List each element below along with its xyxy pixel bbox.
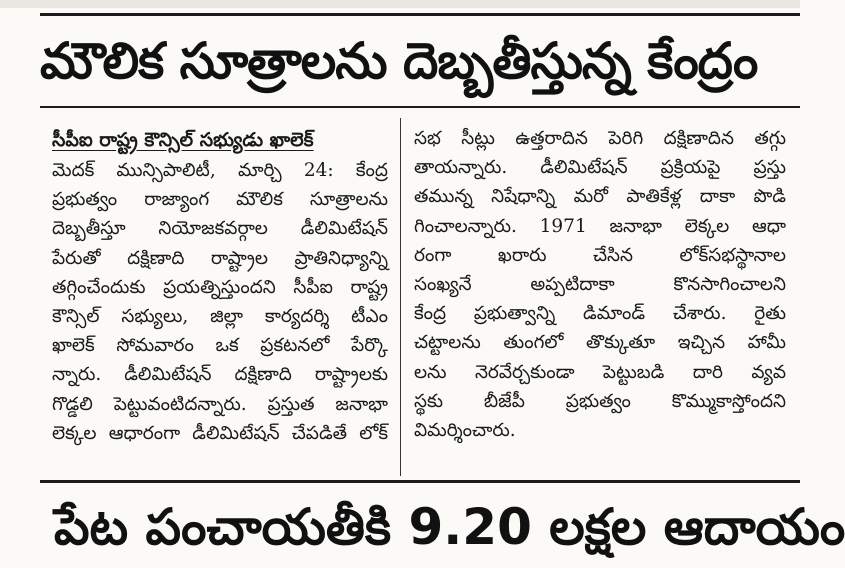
- body-line: స్థకు బీజేపీ ప్రభుత్వం కొమ్ముకాస్తోందని: [414, 390, 786, 412]
- body-line: ప్రభుత్వం రాజ్యాంగ మౌలిక సూత్రాలను: [52, 189, 388, 211]
- body-line: విమర్శించారు.: [414, 419, 516, 441]
- body-line: రంగా ఖరారు చేసిన లోక్‌సభస్థానాల: [414, 244, 786, 266]
- page-top-strip: [0, 0, 800, 8]
- next-article-headline: పేట పంచాయతీకి 9.20 లక్షల ఆదాయం: [54, 498, 845, 556]
- body-line: సభ సీట్లు ఉత్తరాదిన పెరిగి దక్షిణాదిన తగ్గు: [414, 128, 786, 149]
- body-line: గించాలన్నారు. 1971 జనాభా లెక్కల ఆధా: [414, 215, 786, 237]
- body-line: లెక్కల ఆధారంగా డీలిమిటేషన్ చేపడితే లోక్: [52, 422, 388, 444]
- headline: మౌలిక సూత్రాలను దెబ్బతీస్తున్న కేంద్రం: [40, 32, 758, 90]
- body-line: తాయన్నారు. డీలిమిటేషన్ ప్రక్రియపై ప్రస్తు: [414, 157, 786, 179]
- body-line: సంఖ్యనే అప్పటిదాకా కొనసాగించాలని: [414, 273, 786, 295]
- body-line: తమున్న నిషేధాన్ని మరో పాతికేళ్ల దాకా పొడి: [414, 186, 786, 208]
- body-line: న్నారు. డీలిమిటేషన్ దక్షిణాది రాష్ట్రాలకు: [52, 364, 388, 386]
- body-line: చట్టాలను తుంగలో తొక్కుతూ ఇచ్చిన హామీ: [414, 332, 786, 354]
- bottom-rule: [40, 480, 800, 483]
- body-line: దెబ్బతీస్తూ నియోజకవర్గాల డీలిమిటేషన్: [52, 218, 388, 240]
- body-line: కేంద్ర ప్రభుత్వాన్ని డిమాండ్ చేశారు. రైతు: [414, 303, 786, 325]
- top-rule: [40, 13, 800, 16]
- body-line: తగ్గించేందుకు ప్రయత్నిస్తుందని సీపీఐ రాష్ట్ర: [52, 276, 388, 298]
- body-line: ఖాలెక్ సోమవారం ఒక ప్రకటనలో పేర్కొ: [52, 335, 388, 357]
- body-line: గొడ్డలి పెట్టువంటిదన్నారు. ప్రస్తుత జనాభా: [52, 393, 388, 415]
- body-line: లను నెరవేర్చకుండా పెట్టుబడి దారి వ్యవ: [414, 361, 786, 383]
- article-column-left: [52, 124, 388, 476]
- column-divider: [400, 118, 401, 476]
- body-line: మెదక్ మున్సిపాలిటీ, మార్చి 24: కేంద్ర: [52, 160, 388, 181]
- body-line: కౌన్సిల్ సభ్యులు, జిల్లా కార్యదర్శి టీఎం: [52, 305, 388, 327]
- article-subhead: సీపీఐ రాష్ట్ర కౌన్సిల్ సభ్యుడు ఖాలెక్: [52, 129, 314, 151]
- article-column-right: [414, 124, 786, 476]
- headline-rule: [40, 106, 800, 108]
- body-line: పేరుతో దక్షిణాది రాష్ట్రాల ప్రాతినిధ్యాన్ని: [52, 247, 388, 269]
